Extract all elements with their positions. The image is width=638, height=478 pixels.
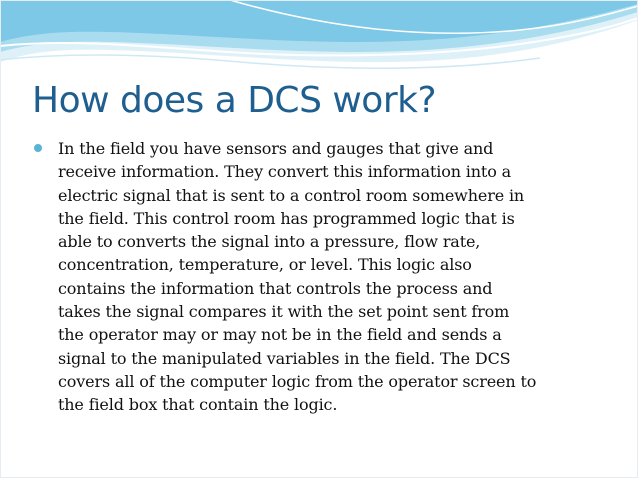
bullet-item <box>34 137 624 417</box>
body-line: takes the signal compares it with the set point sent from <box>58 302 510 322</box>
body-line: able to converts the signal into a pressure, flow rate, <box>58 232 481 252</box>
bullet-icon <box>34 144 42 152</box>
body-line: the field. This control room has programmed logic that is <box>58 208 515 228</box>
body-line: receive information. They convert this information into a <box>58 162 512 182</box>
decorative-wave-banner <box>0 0 638 90</box>
body-line: covers all of the computer logic from the operator screen to <box>58 371 537 391</box>
body-line: signal to the manipulated variables in the field. The DCS <box>58 348 511 368</box>
body-line: electric signal that is sent to a control room somewhere in <box>58 185 525 205</box>
body-line: the field box that contain the logic. <box>58 395 338 415</box>
body-line: contains the information that controls the process and <box>58 278 493 298</box>
bullet-list <box>34 137 624 417</box>
bullet-text <box>58 137 624 417</box>
body-line: In the field you have sensors and gauges that give and <box>58 139 494 158</box>
slide-title: How does a DCS work? <box>32 80 437 121</box>
body-line: the operator may or may not be in the field and sends a <box>58 325 502 345</box>
body-line: concentration, temperature, or level. This logic also <box>58 255 472 275</box>
